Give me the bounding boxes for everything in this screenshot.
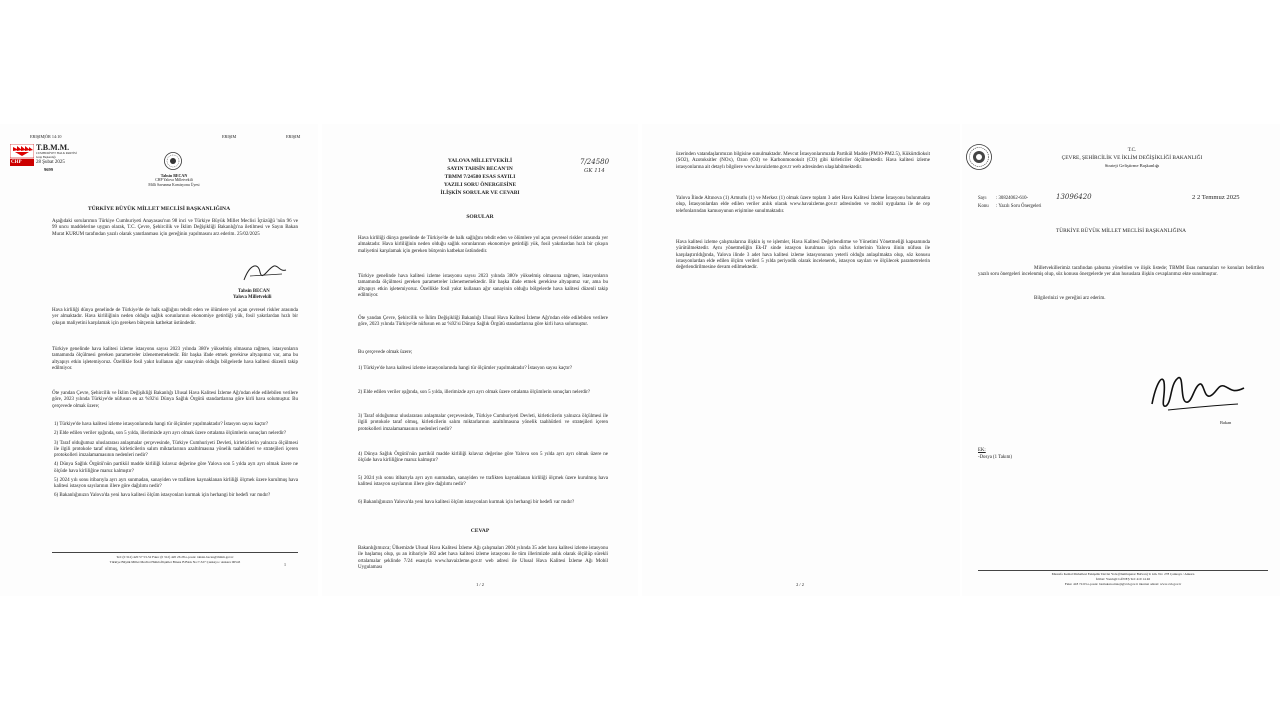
page3-number: 2 / 2 [796,582,804,587]
page2-question-2: 2) Elde edilen veriler ışığında, son 5 yılda, illerimizde ayrı ayrı olmak üzere ortalama ölçümlerin sonuçları nelerdir? [358,390,591,395]
sayi-value: : 30824062-610- [996,196,1029,201]
chp-label: CHP [11,160,22,165]
page1-footer-contact: Tel: (0 312) 420 57 53-52 Faks: (0 312) 420 26 28 e-posta: tahsin.becan@tbmm.gov.tr [116,555,234,559]
answer-header-line-1: YALOVA MİLLETVEKİLİ [447,158,513,164]
document-page-3 [642,124,960,596]
answer-header-line-3: TBMM 7/24580 ESAS SAYILI [444,174,516,180]
ministry-department: Strateji Geliştirme Başkanlığı [1104,163,1160,168]
page2-question-4: 4) Dünya Sağlık Örgütü'nün partikül madde kirliliği kılavuz değerine göre Yalova son 5 yılda ayrı ayrı olmak üzere ne ölçüde hava kirliliğine maruz kalmıştır? [358,452,608,464]
signature-icon [240,258,290,288]
page2-paragraph-3: Öte yandan Çevre, Şehircilik ve İklim Değişikliği Bakanlığı Ulusal Hava Kalitesi İzleme Ağı'ndan elde edilebilen verilere göre, 2023 yılında Türkiye'de nüfusun en az %92'si Dünya Sağlık Örgütü standartlarına göre kirli hava solumuştur. [358,316,608,328]
signer-title: Bakan [1220,420,1232,425]
page4-body: Milletvekillerimiz tarafından şahsıma yöneltilen ve ilişik listede; TBMM Esas numaraları ve konuları belirtilen yazılı soru önergeleri incelenmiş olup, söz konusu önergelerde yer alan hususlara ilişkin cevaplarımız ekte sunulmuştur. [978,266,1264,278]
page2-paragraph-2: Türkiye genelinde hava kalitesi izleme istasyonu sayısı 2023 yılında 380'e yükselmiş olmasına rağmen, istasyonların tamamında ölçülmesi gereken parametreler izlenememektedir. Bir başka ifade etmek gerekirse altyapımız var, ama bu altyapıyı etkin işletemiyoruz. Özellikle fosil yakıt kullanan ağır sanayinin olduğu bölgelerde hava kalitesi düzenli takip edilmiyor. [358,274,608,298]
signer-role: Yalova Milletvekili [233,295,272,300]
page2-paragraph-4: Bu çerçevede olmak üzere; [358,350,413,355]
mp-commission-header: Milli Savunma Komisyonu Üyesi [148,183,200,187]
answer-header-line-5: İLİŞKİN SORULAR VE CEVABI [440,190,520,196]
page2-paragraph-1: Hava kirliliği dünya genelinde de Türkiye'de de halk sağlığını tehdit eden ve ölümlere yol açan çevresel riskler arasında yer almaktadır. Hava kirliliğinin neden olduğu sağlık sorunlarının ekonomiye getirdiği yük, fosil yakıtlardan hızlı bir çıkışın maliyetini karşılamak için gereken bütçenin katbekat üstündedir. [358,236,608,254]
scan-mark-left: ERIŞIM|ÖR 14:10 [30,134,62,139]
page1-heading: TÜRKİYE BÜYÜK MİLLET MECLİSİ BAŞKANLIĞINA [87,206,231,212]
page2-question-5: 5) 2024 yılı sonu itibarıyla ayrı ayrı sunmadan, sanayiden ve trafikten kaynaklanan kirliliği ölçmek üzere kurulmuş hava kalitesi istasyon sayılarının illere göre dağılımı nedir? [358,476,608,488]
handwritten-subreference: GK 114 [584,168,605,174]
page2-number: 1 / 2 [476,582,484,587]
sayi-label: Sayı [978,196,987,201]
document-page-1 [0,124,318,596]
page1-question-list [54,422,298,503]
konu-label: Konu [978,204,989,209]
ministry-name: ÇEVRE, ŞEHİRCİLİK VE İKLİM DEĞİŞİKLİĞİ BAKANLIĞI [1061,155,1203,161]
konu-value: : Yazılı Soru Önergeleri [996,204,1042,209]
page3-paragraph-3: Hava kalitesi izleme çalışmalarına ilişkin iş ve işlemler, Hava Kalitesi Değerlendirme ve Yönetimi Yönetmeliği kapsamında yürütülmektedir. Aynı yönetmeliğin Ek-II' sinde istasyon kurulması için nüfus kriterinin Yalova ilinin nüfusu ile karşılaştırıldığında, Yalova ilinde 3 adet hava kalitesi izleme istasyonunun yeterli olduğu anlaşılmakta olup, söz konusu istasyonlardan elde edilen ölçüm verileri 5 yılda periyodik olarak incelenerek, istasyon sayıları ve ölçülecek parametrelerin değerlendirilmesine devam edilmektedir. [676,240,930,270]
page3-paragraph-2: Yalova İlinde Altınova (1) Armutlu (1) ve Merkez (1) olmak üzere toplam 3 adet Hava Kalitesi İzleme İstasyonu bulunmakta olup, İstasyonlardan elde edilen veriler anlık olarak www.havaizleme.gov.tr adresinden ve mobil uygulama ile de cep telefonlarından kamuoyunun erişimine sunulmaktadır. [676,196,930,214]
page1-intro: Aşağıdaki sorularımın Türkiye Cumhuriyeti Anayasası'nın 98 inci ve Türkiye Büyük Millet Meclisi İçtüzüğü 'nün 96 ve 99 uncu maddelerine uygun olarak, T.C. Çevre, Şehircilik ve İklim Değişikliği Bakanlığı'na iletilmesi ve Sayın Bakan Murat KURUM tarafından yazılı olarak yanıtlanması için gereğinin yapılmasını arz ederim. 25/02/2025 [52,219,298,237]
question-item: 5) 2024 yılı sonu itibarıyla ayrı ayrı sunmadan, sanayiden ve trafikten kaynaklanan kirliliği ölçmek üzere kurulmuş hava kalitesi istasyon sayılarının illere göre dağılımı nedir? [54,477,298,489]
sorular-title: SORULAR [466,214,494,220]
page4-footer-contact: İrtibat: Yazılıgil GÜNEŞ Tel: 410 14 46 [1095,577,1151,581]
tbmm-subtitle-1: CUMHURİYET HALK PARTİSİ [36,151,77,155]
sayi-handwritten: 13096420 [1056,193,1092,201]
page1-number: 1 [284,562,286,567]
page4-footer-divider [978,570,1268,571]
page4-heading: TÜRKİYE BÜYÜK MİLLET MECLİSİ BAŞKANLIĞINA [1055,228,1187,234]
ek-label: EK: [978,448,986,453]
page1-paragraph-3: Öte yandan Çevre, Şehircilik ve İklim Değişikliği Bakanlığı Ulusal Hava Kalitesi İzleme Ağı'ndan elde edilebilen verilere göre, 2023 yılında Türkiye'de nüfusun en az %92'si Dünya Sağlık Örgütü standartlarına göre kirli hava solumuştur. Bu çerçevede olmak üzere; [52,391,298,409]
tbmm-title: T.B.M.M. [36,143,70,152]
stamp-number: 9699 [44,167,53,172]
date-stamp: 2 2 Temmuz 2025 [1192,194,1240,201]
page1-paragraph-1: Hava kirliliği dünya genelinde de Türkiye'de de halk sağlığını tehdit eden ve ölümlere yol açan çevresel riskler arasında yer almaktadır. Hava kirliliğinin neden olduğu sağlık sorunlarının ekonomiye getirdiği yük, fosil yakıtlardan hızlı bir çıkışın maliyetini karşılamak için gereken bütçenin katbekat üstündedir. [52,308,298,326]
tbmm-subtitle-2: Grup Başkanlığı [36,155,56,159]
footer-divider [52,552,298,553]
document-page-4 [962,124,1280,596]
page3-paragraph-1: üzerinden vatandaşlarımızın bilgisine sunulmaktadır. Mevcut İstasyonlarımızda Partikül Madde (PM10-PM2.5), Kükürtdioksit (SO2), Azotoksitler (NOx), Ozon (O3) ve Karbonmonoksit (CO) gibi kirleticiler ölçülmektedir. Hava kalitesi izleme istasyonlarına ait detaylı bilgilere www.havaizleme.gov.tr web adresinden ulaşılabilmektedir. [676,152,930,170]
minister-signature-icon [1148,364,1248,418]
page4-footer-web: Faks: 418 74 63 e-posta: basbakan.strateji@csb.gov.tr internet adresi: www.csb.gov.tr [1064,582,1182,586]
page2-answer-text: Bakanlığımızca; Ülkemizde Ulusal Hava Kalitesi İzleme Ağı çalışmaları 2004 yılında 35 adet hava kalitesi izleme istasyonu ile başlamış olup, şu an itibariyle 382 adet hava kalitesi izleme istasyonu ile tüm illerimizde anlık olarak ölçülüp sürekli ortalamalar şeklinde 7/24 esasıyla www.havaizleme.gov.tr web adresi ile Ulusal Hava Kalitesi İzleme Ağı Mobil Uygulaması [358,546,608,570]
page1-paragraph-2: Türkiye genelinde hava kalitesi izleme istasyonu sayısı 2023 yılında 380'e yükselmiş olmasına rağmen, istasyonların tamamında ölçülmesi gereken parametreler izlenememektedir. Bir başka ifade etmek gerekirse altyapımız var, ama bu altyapıyı etkin işletemiyoruz. Özellikle fosil yakıt kullanan ağır sanayinin olduğu bölgelerde hava kalitesi düzenli takip edilmiyor. [52,347,298,371]
question-item: 4) Dünya Sağlık Örgütü'nün partikül madde kirliliği kılavuz değerine göre Yalova son 5 yılda ayrı ayrı olmak üzere ne ölçüde hava kirliliğine maruz kalmıştır? [54,462,298,474]
page1-footer-address: Türkiye Büyük Millet Meclisi Halkla İlişkiler Binası B Blok No:7-327 Çankaya / Ankara 06543 [109,560,241,564]
scan-mark-middle: ERIŞIM [222,134,237,139]
ek-item: -Dosya (1 Takım) [978,455,1012,460]
cevap-title: CEVAP [470,528,490,534]
answer-header-line-4: YAZILI SORU ÖNERGESİNE [443,182,517,188]
ministry-emblem-icon [966,144,992,170]
question-item: 2) Elde edilen veriler ışığında, son 5 yılda, illerimizde ayrı ayrı olmak üzere ortalama ölçümlerin sonuçları nelerdir? [54,431,287,437]
stamp-date: 28 Şubat 2025 [36,160,65,165]
document-page-2 [322,124,638,596]
mp-name-header: Tahsin BECAN [160,173,188,178]
page2-question-3: 3) Taraf olduğumuz uluslararası anlaşmalar çerçevesinde, Türkiye Cumhuriyeti Devleti, kirleticilerin yalnızca ölçülmesi ile ilgili protokole taraf olmuş, kirleticilerin salım miktarlarının azaltılmasına yönelik taahhütleri ve stratejileri içeren protokolleri imzalamamasının nedenleri nedir? [358,414,608,432]
ministry-tc: T.C. [1127,148,1137,153]
page2-question-6: 6) Bakanlığınızın Yalova'da yeni hava kalitesi ölçüm istasyonları kurmak için herhangi bir hedefi var mıdır? [358,500,575,505]
answer-header-line-2: SAYIN TAHSİN BECAN'IN [447,166,513,172]
tbmm-emblem-icon [164,152,182,170]
page2-question-1: 1) Türkiye'de hava kalitesi izleme istasyonlarında hangi tür ölçümler yapılmaktadır? İstasyon sayısı kaçtır? [358,366,573,371]
question-item: 1) Türkiye'de hava kalitesi izleme istasyonlarında hangi tür ölçümler yapılmaktadır? İstasyon sayısı kaçtır? [54,422,269,427]
mp-role-header: CHP Yalova Milletvekili [155,178,193,182]
handwritten-reference: 7/24580 [580,158,610,166]
page4-footer-address: Mustafa Kemal Mahallesi Eskişehir Devlet Yolu (Dumlupınar Bulvarı) 9. km. No: 278 Çankaya / Ankara [1051,572,1195,576]
signer-name: Tahsin BECAN [238,289,270,294]
scan-mark-right: ERIŞIM [286,134,301,139]
page4-closing: Bilgilerinizi ve gereğini arz ederim. [1034,296,1106,301]
question-item: 6) Bakanlığınızın Yalova'da yeni hava kalitesi ölçüm istasyonları kurmak için herhangi bir hedefi var mıdır? [54,493,271,499]
question-item: 3) Taraf olduğumuz uluslararası anlaşmalar çerçevesinde, Türkiye Cumhuriyeti Devleti, kirleticilerin yalnızca ölçülmesi ile ilgili protokole taraf olmuş, kirleticilerin salım miktarlarının azaltılmasına yönelik taahhütleri ve stratejileri içeren protokolleri imzalamamasının nedenleri nedir? [54,440,298,458]
